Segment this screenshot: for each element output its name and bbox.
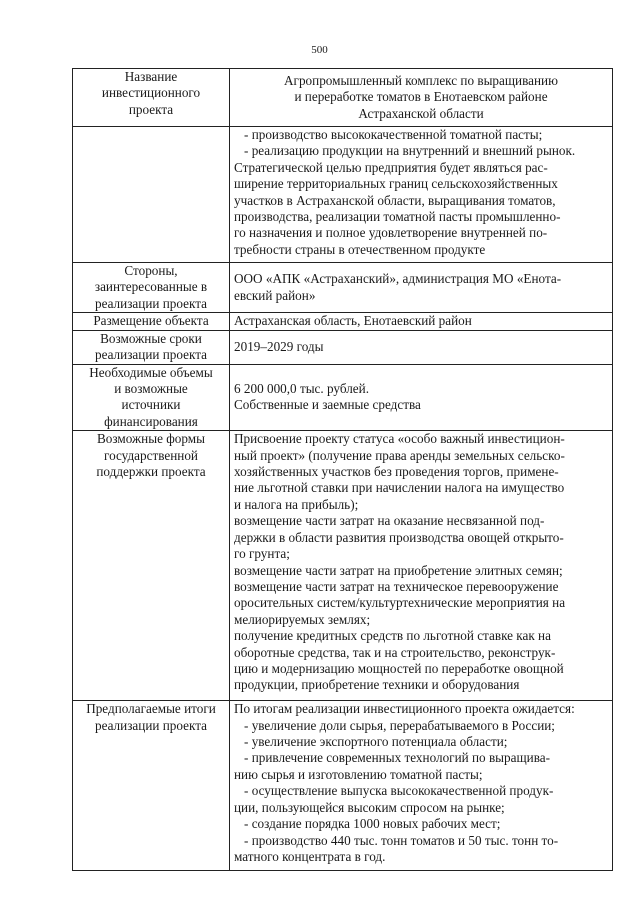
support-line: получение кредитных средств по льготной ставке как на — [234, 628, 551, 644]
results-line: - увеличение экспортного потенциала области; — [244, 734, 508, 750]
results-line: - увеличение доли сырья, перерабатываемого в России; — [244, 717, 555, 733]
support-line: ный проект» (получение права аренды земельных сельско- — [234, 447, 565, 463]
project-title-line: и переработке томатов в Енотаевском районе — [294, 89, 548, 105]
support-line: продукции, приобретение техники и оборудования — [234, 677, 520, 693]
support-line: возмещение части затрат на приобретение элитных семян; — [234, 562, 563, 578]
support-line: хозяйственных участков без проведения торгов, примене- — [234, 464, 559, 480]
goals-line: - производство высококачественной томатной пасты; — [244, 127, 543, 142]
results-line: - создание порядка 1000 новых рабочих мест; — [244, 816, 501, 832]
support-cell — [230, 431, 613, 701]
results-line: матного концентрата в год. — [234, 848, 386, 864]
results-line: - привлечение современных технологий по выращива- — [244, 750, 550, 766]
goals-line: ширение территориальных границ сельскохозяйственных — [234, 176, 558, 192]
results-label-line: реализации проекта — [94, 717, 208, 733]
support-line: возмещение части затрат на оказание несвязанной под- — [234, 513, 545, 529]
goals-line: го назначения и полное удовлетворение внутренней по- — [234, 225, 548, 241]
project-title-cell — [230, 69, 613, 127]
support-line: цию и модернизацию мощностей по переработке овощной — [234, 660, 564, 676]
funding-label-line: финансирования — [104, 413, 198, 429]
support-line: ние льготной ставки при начислении налога на имущество — [234, 480, 565, 496]
header-label-line: проекта — [128, 101, 174, 117]
parties-value-cell — [230, 263, 613, 313]
timeline-value-cell: 2019–2029 годы — [230, 330, 613, 364]
support-label-line: поддержки проекта — [96, 464, 206, 480]
parties-label-line: реализации проекта — [94, 295, 208, 311]
support-label-line: Возможные формы — [97, 431, 205, 447]
goals-line: требности страны в отечественном продукте — [234, 241, 486, 257]
table-row-funding — [73, 364, 613, 431]
support-label-line: государственной — [104, 447, 198, 463]
investment-project-table — [72, 68, 613, 871]
parties-label-line: заинтересованные в — [94, 279, 208, 295]
parties-value-line: ООО «АПК «Астраханский», администрация МО «Енота- — [234, 271, 562, 287]
table-row-header — [73, 69, 613, 127]
support-line: возмещение части затрат на техническое перевооружение — [234, 578, 559, 594]
header-label-line: Название — [124, 69, 178, 84]
page-number: 500 — [311, 44, 328, 56]
funding-label-line: источники — [121, 397, 181, 413]
goals-line: Стратегической целью предприятия будет являться рас- — [234, 159, 548, 175]
funding-label-line: Необходимые объемы — [89, 364, 213, 380]
empty-label-cell — [73, 127, 230, 263]
results-line: - осуществление выпуска высококачественной продук- — [244, 783, 554, 799]
table-row-results — [73, 701, 613, 871]
table-row-location — [73, 313, 613, 330]
results-line: нию сырья и изготовлению томатной пасты; — [234, 766, 483, 782]
parties-value-line: евский район» — [234, 287, 316, 303]
results-line: ции, пользующейся высоким спросом на рынке; — [234, 799, 505, 815]
results-line: По итогам реализации инвестиционного проекта ожидается: — [234, 701, 575, 717]
funding-value-cell — [230, 364, 613, 431]
table-row-goals — [73, 127, 613, 263]
parties-label-line: Стороны, — [124, 263, 178, 278]
location-value-cell: Астраханская область, Енотаевский район — [230, 313, 613, 330]
support-line: и налога на прибыль); — [234, 496, 359, 512]
funding-sources: Собственные и заемные средства — [234, 397, 421, 413]
timeline-label-cell — [73, 330, 230, 364]
header-label-cell — [73, 69, 230, 127]
goals-cell — [230, 127, 613, 263]
results-line: - производство 440 тыс. тонн томатов и 50 тыс. тонн то- — [244, 832, 559, 848]
support-line: оросительных систем/культуртехнические мероприятия на — [234, 595, 566, 611]
timeline-label-line: Возможные сроки — [100, 330, 202, 346]
results-label-line: Предполагаемые итоги — [86, 701, 216, 717]
location-label-cell: Размещение объекта — [73, 313, 230, 330]
funding-label-line: и возможные — [114, 381, 188, 397]
table-row-support — [73, 431, 613, 701]
results-label-cell — [73, 701, 230, 871]
goals-line: - реализацию продукции на внутренний и внешний рынок. — [244, 143, 576, 159]
timeline-label-line: реализации проекта — [94, 347, 208, 363]
support-line: мелиорируемых землях; — [234, 611, 371, 627]
project-title-line: Агропромышленный комплекс по выращиванию — [284, 72, 558, 88]
support-line: держки в области развития производства овощей открыто- — [234, 529, 564, 545]
project-title-line: Астраханской области — [358, 105, 484, 121]
parties-label-cell — [73, 263, 230, 313]
table-row-timeline — [73, 330, 613, 364]
support-line: оборотные средства, так и на строительство, реконструк- — [234, 644, 556, 660]
header-label-line: инвестиционного — [101, 85, 201, 101]
support-line: Присвоение проекту статуса «особо важный инвестицион- — [234, 431, 565, 447]
funding-amount: 6 200 000,0 тыс. рублей. — [234, 381, 370, 397]
goals-line: производства, реализации томатной пасты промышленно- — [234, 209, 561, 225]
support-line: го грунта; — [234, 546, 290, 562]
table-row-parties — [73, 263, 613, 313]
funding-label-cell — [73, 364, 230, 431]
support-label-cell — [73, 431, 230, 701]
goals-line: участков в Астраханской области, выращивания томатов, — [234, 192, 556, 208]
results-cell — [230, 701, 613, 871]
